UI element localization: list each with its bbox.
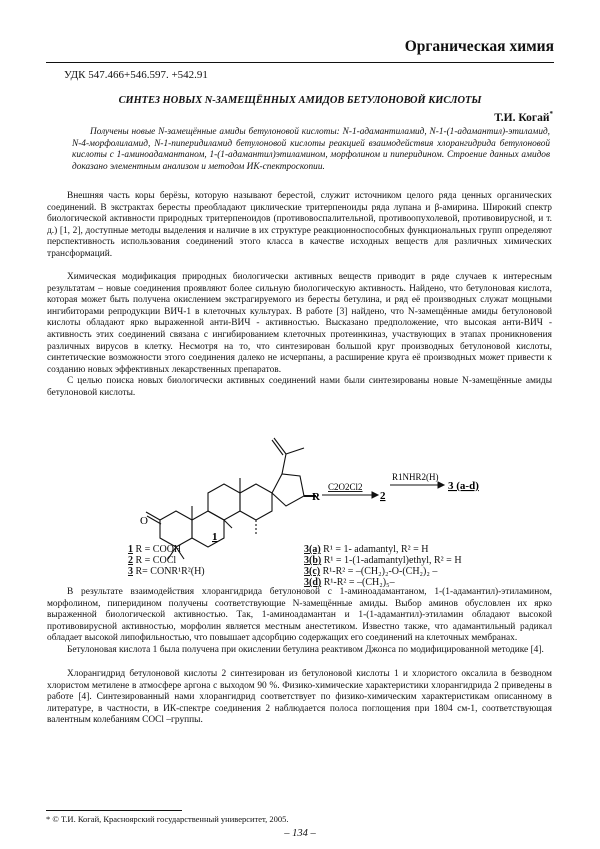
ketone-oxygen-label: O — [140, 515, 148, 527]
abstract: Получены новые N-замещённые амиды бетулоновой кислоты: N-1-адамантиламид, N-1-(1-адамантил)-этиламид, N-4-морфолиламид, N-1-пиперидиламид бетулоновой кислоты реакцией взаимодействия хлорангидрида бетулоновой кислоты с 1-аминоадамантаном, 1-(1-адамантил)этиламином, морфолином и пиперидином. Строение данных амидов доказано элементным анализом и методом ИК-спектроскопии. — [72, 127, 550, 172]
r-definitions — [128, 544, 205, 577]
article-title: СИНТЕЗ НОВЫХ N-ЗАМЕЩЁННЫХ АМИДОВ БЕТУЛОНОВОЙ КИСЛОТЫ — [118, 95, 482, 106]
author — [494, 110, 553, 124]
section-title: Органическая химия — [404, 38, 554, 55]
amide-variants — [304, 544, 462, 588]
paragraph-modification: Химическая модификация природных биологически активных веществ приводит в ряде случаев к интересным результатам – новые соединения проявляют более сильную биологическую активность. Найдено, что бетулоновая кислота, которая может быть получена окислением экстрагируемого из бересты бетулина, и ряд её производных служат мощными ингибиторами репродукции ВИЧ-1 в клеточных культурах. В работе [3] найдено, что N-замещённые амиды бетулоновой кислоты обладают ярко выраженной анти-ВИЧ - активностью. Высказано предположение, что высокая анти-ВИЧ - активность этих соединений связана с ингибированием клеточных протеинкиназ, участвующих в этапах проникновения различных вирусов в клетку. Несмотря на то, что синтезирован большой круг производных бетулоновой кислоты, синтетические возможности этого соединения далеко не исчерпаны, а расширение круга её производных может привести к созданию новых эффективных лекарственных препаратов. — [47, 272, 552, 375]
amide-variant-b: 3(b) R¹ = 1-(1-adamantyl)ethyl, R² = H — [304, 555, 462, 566]
amide-variant-a: 3(a) R¹ = 1- adamantyl, R² = H — [304, 544, 429, 555]
r-definition-1: 1 R = COOH — [128, 544, 182, 555]
page-number: – 134 – — [284, 828, 316, 839]
author-name: Т.И. Когай — [494, 111, 550, 124]
reagent-amine: R1NHR2(H) — [392, 472, 439, 482]
amide-variant-c: 3(c) R¹-R² = –(CH₂)₂-O-(CH₂)₂ – — [304, 566, 438, 577]
paragraph-results: В результате взаимодействия хлорангидрида бетулоновой с 1-аминоадамантаном, 1-(1-адамантил)-этиламином, морфолином, пиперидином получены соответствующие N-замещённые амиды. Выбор аминов обусловлен их ярко выраженной биологической активностью. Так, 1-аминоадамантан и 1-(1-адамантил)-этиламин обладают высокой противовирусной активностью, морфолин является местным анестетиком. Известно также, что адамантильный радикал обладает высокой липофильностью, что повышает адсорбцию содержащих его соединений на клеточных мембранах. — [47, 587, 552, 644]
compound-1-label: 1 — [212, 531, 218, 543]
betulonic-skeleton — [146, 438, 316, 559]
footnote: * © Т.И. Когай, Красноярский государственный университет, 2005. — [46, 814, 289, 824]
author-footnote-mark: * — [549, 110, 553, 118]
product-3-label: 3 (a-d) — [448, 480, 479, 492]
paragraph-goal: С целью поиска новых биологически активных соединений нами были синтезированы новые N-замещённые амиды бетулоновой кислоты. — [47, 376, 552, 398]
paragraph-acid-chloride: Хлорангидрид бетулоновой кислоты 2 синтезирован из бетулоновой кислоты 1 и хлористого оксалила в безводном хлористом метилене в атмосфере аргона с выходом 90 %. Физико-химические характеристики хлорангидрида 2 приведены в работе [4]. Синтезированный нами хлорангидрид соответствует по физико-химическим характеристикам описанному в литературе, в частности, в ИК-спектре соединения 2 наблюдается полоса поглощения при 1804 см-1, соответствующая валентным колебаниям COCl –группы. — [47, 669, 552, 726]
udk-code: УДК 547.466+546.597. +542.91 — [64, 69, 208, 81]
amide-variant-d: 3(d) R¹-R² = –(CH₂)₅– — [304, 577, 395, 588]
r-definition-3: 3 R= CONR¹R²(H) — [128, 566, 205, 577]
r-group-label: R — [312, 491, 320, 503]
r-definition-2: 2 R = COCl — [128, 555, 177, 566]
header-rule — [46, 62, 554, 63]
reagent-oxalyl-chloride: C2O2Cl2 — [328, 482, 363, 492]
paragraph-betulonic-acid: Бетулоновая кислота 1 была получена при окислении бетулина реактивом Джонса по модифицированной методике [4]. — [67, 645, 544, 655]
paragraph-intro: Внешняя часть коры берёзы, которую называют берестой, служит источником целого ряда ценных органических соединений. В экстрактах бересты преобладают циклические тритерпеноиды ряда лупана и β-амирина. Широкий спектр биологической активности природных тритерпеноидов (противовоспалительной, противоопухолевой, противовирусной, и т. д.) [1, 2], доступные методы выделения и наличие в их структуре реакционноспособных функциональных групп определяют перспективность использования соединений этого класса в качестве исходных веществ для различных химических трансформаций. — [47, 191, 552, 259]
intermediate-2-label: 2 — [380, 490, 386, 502]
footnote-rule — [46, 810, 182, 811]
